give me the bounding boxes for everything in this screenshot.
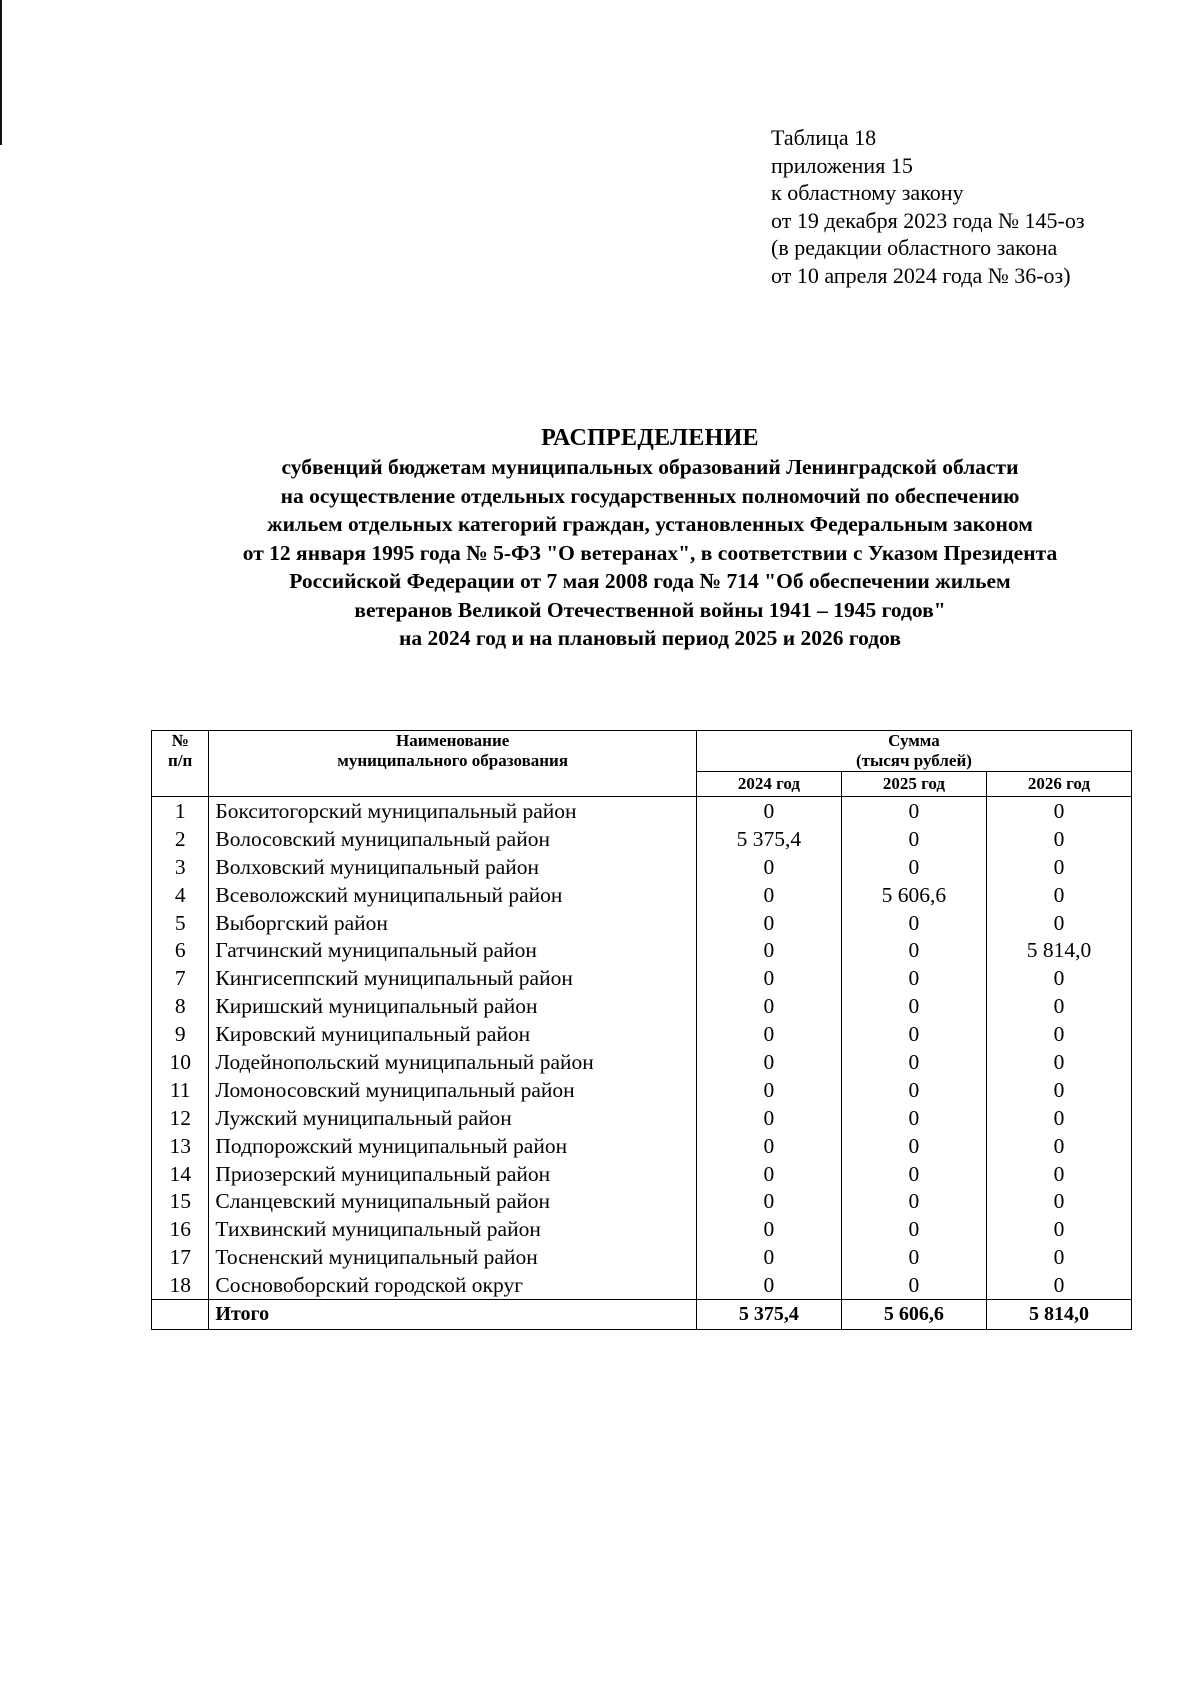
total-row: [152, 1300, 1132, 1330]
row-value-2026: 0: [986, 992, 1131, 1020]
row-value-2026: 0: [986, 881, 1131, 909]
row-value-2024: 0: [696, 1271, 841, 1299]
table-row: [152, 1132, 1132, 1160]
header-line: от 19 декабря 2023 года № 145-оз: [771, 207, 1085, 233]
row-value-2024: 0: [696, 881, 841, 909]
table-row: [152, 1020, 1132, 1048]
row-value-2026: 0: [986, 1271, 1131, 1299]
table-row: [152, 964, 1132, 992]
row-value-2025: 0: [841, 1215, 986, 1243]
row-value-2026: 0: [986, 1104, 1131, 1132]
row-number: 8: [152, 992, 209, 1020]
row-value-2025: 0: [841, 825, 986, 853]
row-value-2026: 0: [986, 909, 1131, 937]
row-number: 3: [152, 853, 209, 881]
row-municipality-name: Киришский муниципальный район: [209, 992, 696, 1020]
row-number: 12: [152, 1104, 209, 1132]
row-municipality-name: Сланцевский муниципальный район: [209, 1187, 696, 1215]
table-row: [152, 1076, 1132, 1104]
row-value-2024: 0: [696, 797, 841, 825]
table-row: [152, 881, 1132, 909]
header-year-2026: 2026 год: [986, 772, 1131, 797]
row-value-2026: 0: [986, 853, 1131, 881]
row-value-2025: 0: [841, 1076, 986, 1104]
row-municipality-name: Волховский муниципальный район: [209, 853, 696, 881]
title-line: жильем отдельных категорий граждан, установленных Федеральным законом: [267, 512, 1033, 536]
header-line: Таблица 18: [771, 125, 877, 150]
title-line: ветеранов Великой Отечественной войны 1941 – 1945 годов": [354, 597, 946, 622]
row-municipality-name: Сосновоборский городской округ: [209, 1271, 696, 1299]
row-municipality-name: Ломоносовский муниципальный район: [209, 1076, 696, 1104]
row-value-2024: 0: [696, 909, 841, 937]
table-row: [152, 909, 1132, 937]
row-number: 17: [152, 1243, 209, 1271]
row-municipality-name: Бокситогорский муниципальный район: [209, 797, 696, 825]
row-value-2025: 0: [841, 1160, 986, 1188]
table-row: [152, 992, 1132, 1020]
row-municipality-name: Подпорожский муниципальный район: [209, 1132, 696, 1160]
header-year-2025: 2025 год: [841, 772, 986, 797]
row-value-2025: 0: [841, 1048, 986, 1076]
table-row: [152, 1160, 1132, 1188]
row-number: 11: [152, 1076, 209, 1104]
row-value-2026: 0: [986, 797, 1131, 825]
row-value-2026: 0: [986, 1243, 1131, 1271]
row-value-2026: 5 814,0: [986, 936, 1131, 964]
row-value-2025: 0: [841, 1243, 986, 1271]
row-value-2024: 0: [696, 936, 841, 964]
table-row: [152, 1104, 1132, 1132]
header-year-2024: 2024 год: [696, 772, 841, 797]
table-row: [152, 853, 1132, 881]
total-label: Итого: [209, 1300, 696, 1330]
row-number: 13: [152, 1132, 209, 1160]
row-value-2026: 0: [986, 1048, 1131, 1076]
row-number: 1: [152, 797, 209, 825]
header-name: Наименование муниципального образования: [209, 731, 696, 797]
title-line: на 2024 год и на плановый период 2025 и 2026 годов: [399, 626, 901, 650]
row-municipality-name: Тосненский муниципальный район: [209, 1243, 696, 1271]
table-row: [152, 1215, 1132, 1243]
title-line: на осуществление отдельных государственных полномочий по обеспечению: [280, 483, 1020, 508]
row-value-2024: 0: [696, 964, 841, 992]
row-number: 15: [152, 1187, 209, 1215]
table-row: [152, 797, 1132, 825]
row-municipality-name: Гатчинский муниципальный район: [209, 936, 696, 964]
distribution-table: [151, 730, 1132, 1330]
title-line: от 12 января 1995 года № 5-ФЗ "О ветеранах", в соответствии с Указом Президента: [242, 540, 1058, 565]
header-line: (в редакции областного закона: [771, 235, 1058, 260]
title-heading: РАСПРЕДЕЛЕНИЕ: [541, 425, 759, 451]
title-line: Российской Федерации от 7 мая 2008 года № 714 "Об обеспечении жильем: [289, 569, 1011, 593]
row-value-2025: 0: [841, 1271, 986, 1299]
row-value-2024: 0: [696, 1076, 841, 1104]
total-2026: 5 814,0: [986, 1300, 1131, 1330]
scan-edge-mark: [0, 0, 2, 145]
total-2025: 5 606,6: [841, 1300, 986, 1330]
table-row: [152, 1187, 1132, 1215]
row-number: 9: [152, 1020, 209, 1048]
row-number: 14: [152, 1160, 209, 1188]
row-municipality-name: Волосовский муниципальный район: [209, 825, 696, 853]
row-value-2024: 5 375,4: [696, 825, 841, 853]
table-row: [152, 1243, 1132, 1271]
row-value-2025: 0: [841, 797, 986, 825]
row-number: 7: [152, 964, 209, 992]
row-municipality-name: Лодейнопольский муниципальный район: [209, 1048, 696, 1076]
row-value-2026: 0: [986, 1215, 1131, 1243]
total-number-cell: [152, 1300, 209, 1330]
row-value-2024: 0: [696, 1160, 841, 1188]
row-value-2026: 0: [986, 1076, 1131, 1104]
row-value-2026: 0: [986, 1160, 1131, 1188]
row-value-2025: 0: [841, 853, 986, 881]
row-number: 4: [152, 881, 209, 909]
row-number: 18: [152, 1271, 209, 1299]
appendix-header: [771, 124, 1171, 289]
table-row: [152, 825, 1132, 853]
document-title: [120, 423, 1180, 653]
row-value-2024: 0: [696, 1104, 841, 1132]
row-number: 5: [152, 909, 209, 937]
row-value-2025: 0: [841, 936, 986, 964]
row-value-2025: 5 606,6: [841, 881, 986, 909]
row-value-2026: 0: [986, 825, 1131, 853]
row-municipality-name: Кировский муниципальный район: [209, 1020, 696, 1048]
row-municipality-name: Всеволожский муниципальный район: [209, 881, 696, 909]
row-municipality-name: Тихвинский муниципальный район: [209, 1215, 696, 1243]
row-value-2024: 0: [696, 853, 841, 881]
row-value-2025: 0: [841, 1104, 986, 1132]
row-municipality-name: Кингисеппский муниципальный район: [209, 964, 696, 992]
table-header-row: [152, 731, 1132, 772]
row-value-2024: 0: [696, 1187, 841, 1215]
header-number: № п/п: [152, 731, 209, 797]
header-line: приложения 15: [771, 152, 913, 178]
table-row: [152, 1271, 1132, 1299]
table-row: [152, 936, 1132, 964]
header-line: от 10 апреля 2024 года № 36-оз): [771, 262, 1071, 288]
row-value-2025: 0: [841, 909, 986, 937]
header-sum: Сумма (тысяч рублей): [696, 731, 1131, 772]
row-value-2025: 0: [841, 1020, 986, 1048]
row-municipality-name: Выборгский район: [209, 909, 696, 937]
row-value-2024: 0: [696, 992, 841, 1020]
total-2024: 5 375,4: [696, 1300, 841, 1330]
row-number: 16: [152, 1215, 209, 1243]
row-value-2025: 0: [841, 1132, 986, 1160]
row-number: 10: [152, 1048, 209, 1076]
row-value-2026: 0: [986, 1020, 1131, 1048]
row-value-2026: 0: [986, 1187, 1131, 1215]
row-value-2025: 0: [841, 992, 986, 1020]
row-municipality-name: Приозерский муниципальный район: [209, 1160, 696, 1188]
row-value-2025: 0: [841, 964, 986, 992]
row-number: 2: [152, 825, 209, 853]
row-value-2024: 0: [696, 1215, 841, 1243]
row-value-2026: 0: [986, 1132, 1131, 1160]
row-value-2024: 0: [696, 1048, 841, 1076]
title-line: субвенций бюджетам муниципальных образований Ленинградской области: [281, 455, 1019, 479]
table-row: [152, 1048, 1132, 1076]
row-value-2024: 0: [696, 1132, 841, 1160]
row-municipality-name: Лужский муниципальный район: [209, 1104, 696, 1132]
row-value-2024: 0: [696, 1020, 841, 1048]
row-value-2026: 0: [986, 964, 1131, 992]
row-value-2025: 0: [841, 1187, 986, 1215]
header-line: к областному закону: [771, 180, 964, 205]
row-value-2024: 0: [696, 1243, 841, 1271]
row-number: 6: [152, 936, 209, 964]
